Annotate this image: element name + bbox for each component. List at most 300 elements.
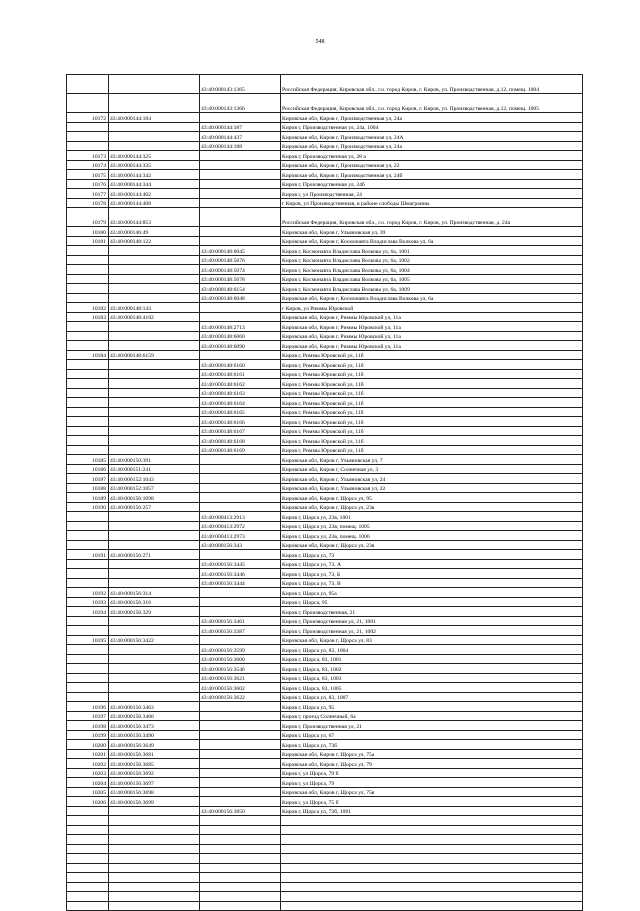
table-row (67, 312, 583, 322)
sub-cadastral-number-cell (200, 179, 281, 189)
table-row (67, 882, 583, 892)
sub-cadastral-number-cell (200, 474, 281, 484)
address-cell: Кировская обл, Киров г, Щорса ул, 79 (281, 759, 583, 769)
cadastral-number-cell (109, 673, 200, 683)
sub-cadastral-number-cell: 43:40:000144:187 (200, 122, 281, 132)
row-number-cell (67, 122, 109, 132)
row-number-cell: 10180 (67, 227, 109, 237)
table-row (67, 369, 583, 379)
sub-cadastral-number-cell (200, 597, 281, 607)
address-cell: Киров г, Риммы Юровской ул, 11б (281, 426, 583, 436)
cadastral-number-cell (109, 540, 200, 550)
address-cell: Киров г, Щорса ул, 23в, помещ. 1005 (281, 521, 583, 531)
cadastral-number-cell (109, 882, 200, 892)
table-row (67, 160, 583, 170)
table-row (67, 521, 583, 531)
address-cell: Киров г, Щорса ул, 73 (281, 550, 583, 560)
table-row (67, 597, 583, 607)
table-row (67, 673, 583, 683)
table-row (67, 645, 583, 655)
sub-cadastral-number-cell: 43:40:000148:6045 (200, 246, 281, 256)
table-row (67, 417, 583, 427)
address-cell: Кировская обл, Киров г, Производственная ул, 24б (281, 170, 583, 180)
sub-cadastral-number-cell (200, 635, 281, 645)
sub-cadastral-number-cell (200, 730, 281, 740)
row-number-cell: 10177 (67, 189, 109, 199)
sub-cadastral-number-cell: 43:40:000148:6160 (200, 360, 281, 370)
cadastral-number-cell: 43:40:000148:4182 (109, 312, 200, 322)
address-cell: Кировская обл, Киров г, Ульяновская ул, 22 (281, 483, 583, 493)
table-row (67, 512, 583, 522)
cadastral-number-cell (109, 417, 200, 427)
cadastral-number-cell: 43:40:000144:335 (109, 160, 200, 170)
table-row (67, 113, 583, 123)
row-number-cell: 10178 (67, 198, 109, 208)
address-cell: г Киров, ул Риммы Юровской (281, 303, 583, 313)
row-number-cell: 10204 (67, 778, 109, 788)
cadastral-number-cell (109, 521, 200, 531)
sub-cadastral-number-cell: 43:40:000156:3599 (200, 645, 281, 655)
row-number-cell: 10195 (67, 635, 109, 645)
row-number-cell (67, 825, 109, 835)
row-number-cell: 10197 (67, 711, 109, 721)
address-cell: Кировская обл, Киров г, Космонавта Владислава Волкова ул, 6а (281, 293, 583, 303)
row-number-cell: 10202 (67, 759, 109, 769)
sub-cadastral-number-cell: 43:40:000148:6090 (200, 341, 281, 351)
row-number-cell (67, 626, 109, 636)
table-row (67, 360, 583, 370)
sub-cadastral-number-cell: 43:40:000413:2972 (200, 521, 281, 531)
table-row (67, 236, 583, 246)
cadastral-number-cell (109, 806, 200, 816)
address-cell: Киров г, Щорса, 83, 1001 (281, 654, 583, 664)
sub-cadastral-number-cell (200, 160, 281, 170)
sub-cadastral-number-cell: 43:40:000143:1365 (200, 75, 281, 94)
sub-cadastral-number-cell: 43:40:000148:5678 (200, 274, 281, 284)
table-row (67, 873, 583, 883)
sub-cadastral-number-cell (200, 483, 281, 493)
cadastral-number-cell: 43:40:000144:184 (109, 113, 200, 123)
address-cell: Киров г, Риммы Юровской ул, 11б (281, 407, 583, 417)
sub-cadastral-number-cell (200, 550, 281, 560)
table-row (67, 683, 583, 693)
row-number-cell: 10190 (67, 502, 109, 512)
address-cell: Киров г, Щорса ул, 95а (281, 588, 583, 598)
row-number-cell: 10182 (67, 303, 109, 313)
row-number-cell (67, 407, 109, 417)
sub-cadastral-number-cell: 43:40:000148:6169 (200, 445, 281, 455)
table-row (67, 740, 583, 750)
sub-cadastral-number-cell: 43:40:000148:5074 (200, 265, 281, 275)
sub-cadastral-number-cell (200, 882, 281, 892)
address-cell: Киров г, Риммы Юровской ул, 11б (281, 350, 583, 360)
table-row (67, 151, 583, 161)
address-cell: Кировская обл, Киров г, Щорса ул, 75в (281, 787, 583, 797)
row-number-cell (67, 654, 109, 664)
address-cell: Кировская обл, Киров г, Космонавта Владислава Волкова ул, 6а (281, 236, 583, 246)
row-number-cell: 10201 (67, 749, 109, 759)
table-row (67, 702, 583, 712)
table-row (67, 797, 583, 807)
row-number-cell (67, 274, 109, 284)
sub-cadastral-number-cell (200, 312, 281, 322)
row-number-cell: 10193 (67, 597, 109, 607)
cadastral-number-cell (109, 654, 200, 664)
row-number-cell: 10185 (67, 455, 109, 465)
sub-cadastral-number-cell (200, 303, 281, 313)
sub-cadastral-number-cell: 43:40:000148:2713 (200, 322, 281, 332)
row-number-cell: 10205 (67, 787, 109, 797)
address-cell: Киров г, Щорса ул, 73б, 1001 (281, 806, 583, 816)
sub-cadastral-number-cell (200, 198, 281, 208)
address-cell: Киров г, Щорса ул, 95 (281, 702, 583, 712)
table-row (67, 483, 583, 493)
row-number-cell: 10206 (67, 797, 109, 807)
address-cell (281, 863, 583, 873)
address-cell: Кировская обл, Киров г, Риммы Юровской ул, 11а (281, 322, 583, 332)
table-row (67, 331, 583, 341)
row-number-cell (67, 569, 109, 579)
sub-cadastral-number-cell (200, 702, 281, 712)
row-number-cell (67, 265, 109, 275)
address-cell: Киров г, ул Щорса, 79 (281, 778, 583, 788)
row-number-cell: 10173 (67, 151, 109, 161)
row-number-cell (67, 512, 109, 522)
cadastral-number-cell (109, 426, 200, 436)
row-number-cell (67, 94, 109, 113)
sub-cadastral-number-cell (200, 607, 281, 617)
table-row (67, 711, 583, 721)
sub-cadastral-number-cell: 43:40:000148:6168 (200, 436, 281, 446)
cadastral-number-cell: 43:40:000156:271 (109, 550, 200, 560)
row-number-cell: 10176 (67, 179, 109, 189)
table-row (67, 426, 583, 436)
cadastral-number-cell: 43:40:000150:391 (109, 455, 200, 465)
address-cell: Киров г, Космонавта Владислава Волкова ул, 6а, 1005 (281, 274, 583, 284)
table-row (67, 122, 583, 132)
sub-cadastral-number-cell: 43:40:000148:6164 (200, 398, 281, 408)
row-number-cell (67, 284, 109, 294)
sub-cadastral-number-cell (200, 825, 281, 835)
cadastral-number-cell (109, 854, 200, 864)
address-cell: Киров г, Производственная ул, 21, 1002 (281, 626, 583, 636)
address-cell: Киров г, Щорса ул, 73, В (281, 578, 583, 588)
row-number-cell (67, 645, 109, 655)
cadastral-number-cell: 43:40:000156:314 (109, 588, 200, 598)
address-cell: Киров г, Щорса ул, 83, 1007 (281, 692, 583, 702)
sub-cadastral-number-cell: 43:40:000148:6162 (200, 379, 281, 389)
sub-cadastral-number-cell: 43:40:000156:3446 (200, 569, 281, 579)
cadastral-number-cell (109, 892, 200, 902)
row-number-cell (67, 246, 109, 256)
sub-cadastral-number-cell (200, 236, 281, 246)
address-cell: Киров г, Космонавта Владислава Волкова ул, 6а, 1009 (281, 284, 583, 294)
address-cell: Киров г, Риммы Юровской ул, 11б (281, 369, 583, 379)
address-cell: Кировская обл, Киров г, Риммы Юровской ул, 11а (281, 341, 583, 351)
sub-cadastral-number-cell (200, 464, 281, 474)
cadastral-number-cell (109, 616, 200, 626)
table-row (67, 141, 583, 151)
cadastral-number-cell: 43:40:000156:3697 (109, 778, 200, 788)
sub-cadastral-number-cell (200, 759, 281, 769)
sub-cadastral-number-cell: 43:40:000148:6161 (200, 369, 281, 379)
sub-cadastral-number-cell: 43:40:000156:3621 (200, 673, 281, 683)
row-number-cell (67, 854, 109, 864)
sub-cadastral-number-cell (200, 835, 281, 845)
cadastral-number-cell: 43:40:000148:6159 (109, 350, 200, 360)
address-cell (281, 816, 583, 826)
cadastral-number-cell: 43:40:000156:3466 (109, 711, 200, 721)
address-cell: Киров г, Производственная ул, 24б (281, 179, 583, 189)
row-number-cell (67, 692, 109, 702)
address-cell: Кировская обл, Киров г, Щорса ул, 95 (281, 493, 583, 503)
sub-cadastral-number-cell (200, 151, 281, 161)
row-number-cell (67, 835, 109, 845)
row-number-cell (67, 141, 109, 151)
address-cell: Кировская обл, Киров г, Щорса ул, 75а (281, 749, 583, 759)
table-row (67, 578, 583, 588)
sub-cadastral-number-cell: 43:40:000156:3622 (200, 692, 281, 702)
table-row (67, 265, 583, 275)
cadastral-number-cell (109, 664, 200, 674)
sub-cadastral-number-cell (200, 227, 281, 237)
address-cell: Киров г, Щорса ул, 73б (281, 740, 583, 750)
row-number-cell (67, 806, 109, 816)
address-cell: Кировская обл, Киров г, Производственная ул, 24А (281, 132, 583, 142)
row-number-cell (67, 863, 109, 873)
row-number-cell: 10191 (67, 550, 109, 560)
address-cell: Киров г, Щорса, 83, 1003 (281, 673, 583, 683)
row-number-cell (67, 75, 109, 94)
registry-table-body (67, 75, 583, 911)
address-cell (281, 835, 583, 845)
table-row (67, 246, 583, 256)
address-cell: Киров г, проезд Солнечный, 6а (281, 711, 583, 721)
cadastral-number-cell (109, 75, 200, 94)
address-cell: Киров г, Риммы Юровской ул, 11б (281, 388, 583, 398)
address-cell: Кировская обл, Киров г, Риммы Юровской ул, 11а (281, 312, 583, 322)
table-row (67, 759, 583, 769)
sub-cadastral-number-cell (200, 113, 281, 123)
address-cell: Киров г, Производственная, 21 (281, 607, 583, 617)
cadastral-number-cell (109, 873, 200, 883)
row-number-cell (67, 398, 109, 408)
address-cell (281, 844, 583, 854)
sub-cadastral-number-cell (200, 189, 281, 199)
address-cell: Киров г, Щорса, 95 (281, 597, 583, 607)
sub-cadastral-number-cell (200, 873, 281, 883)
table-row (67, 436, 583, 446)
sub-cadastral-number-cell (200, 797, 281, 807)
table-row (67, 816, 583, 826)
cadastral-number-cell: 43:40:000156:3473 (109, 721, 200, 731)
row-number-cell (67, 616, 109, 626)
row-number-cell: 10186 (67, 464, 109, 474)
row-number-cell: 10174 (67, 160, 109, 170)
cadastral-number-cell (109, 398, 200, 408)
row-number-cell: 10192 (67, 588, 109, 598)
address-cell: Кировская обл, Киров г, Щорса ул, 83 (281, 635, 583, 645)
cadastral-number-cell: 43:40:000144:853 (109, 208, 200, 227)
table-row (67, 540, 583, 550)
sub-cadastral-number-cell: 43:40:000156:3602 (200, 683, 281, 693)
address-cell (281, 882, 583, 892)
table-row (67, 616, 583, 626)
cadastral-number-cell: 43:40:000156:3685 (109, 759, 200, 769)
table-row (67, 198, 583, 208)
address-cell: Киров г, ул Щорса, 79 б (281, 768, 583, 778)
sub-cadastral-number-cell (200, 350, 281, 360)
table-row (67, 787, 583, 797)
sub-cadastral-number-cell (200, 901, 281, 911)
address-cell: Киров г, Производственная ул, 28 а (281, 151, 583, 161)
cadastral-number-cell (109, 436, 200, 446)
row-number-cell (67, 436, 109, 446)
address-cell (281, 825, 583, 835)
table-row (67, 189, 583, 199)
table-row (67, 569, 583, 579)
address-cell: Киров г, Щорса, 83, 1002 (281, 664, 583, 674)
row-number-cell: 10198 (67, 721, 109, 731)
address-cell (281, 901, 583, 911)
cadastral-number-cell (109, 369, 200, 379)
cadastral-number-cell (109, 331, 200, 341)
address-cell (281, 873, 583, 883)
address-cell (281, 892, 583, 902)
sub-cadastral-number-cell (200, 588, 281, 598)
cadastral-number-cell: 43:40:000156:3463 (109, 702, 200, 712)
cadastral-number-cell (109, 578, 200, 588)
address-cell: Киров г, Риммы Юровской ул, 11б (281, 398, 583, 408)
cadastral-number-cell: 43:40:000144:342 (109, 170, 200, 180)
sub-cadastral-number-cell: 43:40:000156:3546 (200, 664, 281, 674)
cadastral-number-cell (109, 512, 200, 522)
table-row (67, 559, 583, 569)
address-cell: Киров г, Щорса ул, 23в, 1001 (281, 512, 583, 522)
table-row (67, 825, 583, 835)
cadastral-number-cell (109, 284, 200, 294)
cadastral-number-cell (109, 692, 200, 702)
address-cell: Кировская обл, Киров г, Щорса ул, 23в (281, 502, 583, 512)
address-cell: Кировская обл, Киров г, Щорса ул, 23в (281, 540, 583, 550)
address-cell: Киров г, Щорса ул, 23в, помещ. 1006 (281, 531, 583, 541)
cadastral-number-cell: 43:40:000156:257 (109, 502, 200, 512)
row-number-cell: 10188 (67, 483, 109, 493)
sub-cadastral-number-cell: 43:40:000156:3600 (200, 654, 281, 664)
cadastral-number-cell (109, 293, 200, 303)
cadastral-number-cell (109, 265, 200, 275)
table-row (67, 398, 583, 408)
address-cell: Кировская обл, Киров г, Риммы Юровской ул, 11а (281, 331, 583, 341)
sub-cadastral-number-cell (200, 455, 281, 465)
table-row (67, 721, 583, 731)
cadastral-number-cell (109, 825, 200, 835)
cadastral-number-cell (109, 407, 200, 417)
row-number-cell (67, 341, 109, 351)
table-row (67, 455, 583, 465)
address-cell (281, 854, 583, 864)
sub-cadastral-number-cell (200, 208, 281, 227)
row-number-cell: 10196 (67, 702, 109, 712)
sub-cadastral-number-cell (200, 787, 281, 797)
cadastral-number-cell: 43:40:000156:3681 (109, 749, 200, 759)
row-number-cell (67, 901, 109, 911)
table-row (67, 274, 583, 284)
row-number-cell (67, 379, 109, 389)
table-row (67, 284, 583, 294)
address-cell: Российская Федерация, Кировская обл., г.о. город Киров, г. Киров, ул. Производственная, д.12, помещ. 1005 (281, 94, 583, 113)
address-cell: Киров г, Космонавта Владислава Волкова ул, 6а, 1001 (281, 246, 583, 256)
row-number-cell (67, 892, 109, 902)
address-cell: Российская Федерация, Кировская обл., г.о. город Киров, г. Киров, ул. Производственная, д.12, помещ. 1004 (281, 75, 583, 94)
row-number-cell (67, 445, 109, 455)
row-number-cell (67, 664, 109, 674)
cadastral-number-cell: 43:40:000156:1098 (109, 493, 200, 503)
row-number-cell (67, 873, 109, 883)
row-number-cell: 10187 (67, 474, 109, 484)
address-cell: Киров г, Риммы Юровской ул, 11б (281, 436, 583, 446)
address-cell: Кировская обл, Киров г, Солнечная ул, 3 (281, 464, 583, 474)
row-number-cell: 10172 (67, 113, 109, 123)
address-cell: Киров г, ул Щорса, 75 б (281, 797, 583, 807)
table-row (67, 588, 583, 598)
sub-cadastral-number-cell: 43:40:000144:188 (200, 141, 281, 151)
address-cell: г Киров, ул Производственная, в районе слободы Шмаграины (281, 198, 583, 208)
table-row (67, 464, 583, 474)
cadastral-number-cell (109, 246, 200, 256)
address-cell: Кировская обл, Киров г, Производственная ул, 24а (281, 141, 583, 151)
sub-cadastral-number-cell (200, 816, 281, 826)
row-number-cell (67, 521, 109, 531)
cadastral-number-cell (109, 360, 200, 370)
row-number-cell: 10189 (67, 493, 109, 503)
table-row (67, 635, 583, 645)
cadastral-number-cell: 43:40:000156:329 (109, 607, 200, 617)
address-cell: Российская Федерация, Кировская обл., г.о. город Киров, г. Киров, ул. Производственная, д. 24а (281, 208, 583, 227)
sub-cadastral-number-cell: 43:40:000156:3461 (200, 616, 281, 626)
row-number-cell: 10199 (67, 730, 109, 740)
address-cell: Киров г, Щорса ул, 67 (281, 730, 583, 740)
cadastral-number-cell: 43:40:000156:3698 (109, 787, 200, 797)
row-number-cell (67, 816, 109, 826)
sub-cadastral-number-cell (200, 844, 281, 854)
row-number-cell: 10200 (67, 740, 109, 750)
sub-cadastral-number-cell: 43:40:000148:6166 (200, 417, 281, 427)
sub-cadastral-number-cell (200, 892, 281, 902)
row-number-cell (67, 388, 109, 398)
address-cell: Киров г, Риммы Юровской ул, 11б (281, 445, 583, 455)
sub-cadastral-number-cell: 43:40:000148:6163 (200, 388, 281, 398)
address-cell: Киров г, Щорса ул, 83, 1004 (281, 645, 583, 655)
table-row (67, 778, 583, 788)
row-number-cell: 10203 (67, 768, 109, 778)
cadastral-number-cell: 43:40:000144:325 (109, 151, 200, 161)
cadastral-number-cell: 43:40:000146:49 (109, 227, 200, 237)
table-row (67, 170, 583, 180)
row-number-cell (67, 132, 109, 142)
cadastral-number-cell (109, 901, 200, 911)
table-row (67, 132, 583, 142)
sub-cadastral-number-cell: 43:40:000156:3850 (200, 806, 281, 816)
sub-cadastral-number-cell: 43:40:000148:6060 (200, 331, 281, 341)
address-cell: Кировская обл, Киров г, Производственная ул, 22 (281, 160, 583, 170)
table-row (67, 474, 583, 484)
cadastral-number-cell: 43:40:000156:3699 (109, 797, 200, 807)
row-number-cell (67, 683, 109, 693)
sub-cadastral-number-cell (200, 493, 281, 503)
cadastral-number-cell: 43:40:000156:3692 (109, 768, 200, 778)
page-number: 548 (315, 39, 325, 45)
